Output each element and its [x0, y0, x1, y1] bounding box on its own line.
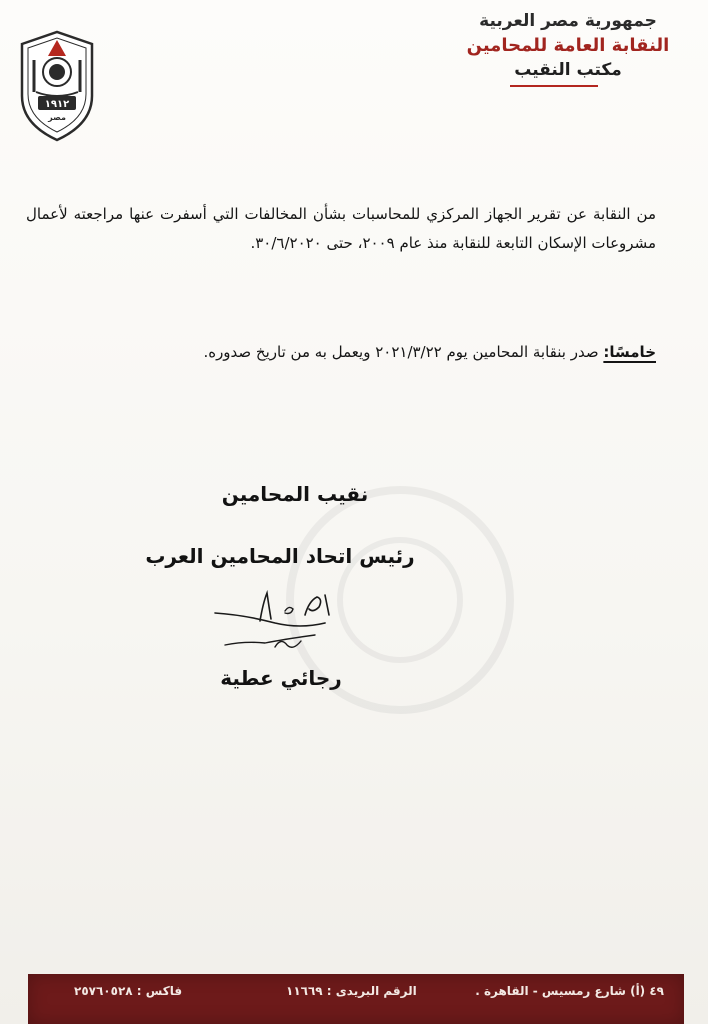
logo-year: ١٩١٢: [44, 99, 70, 110]
footer-fax: فاكس : ٢٥٧٦٠٥٢٨: [74, 984, 183, 998]
org-name: النقابة العامة للمحامين: [466, 35, 670, 57]
letter-body: [26, 200, 656, 258]
organization-header: [438, 10, 698, 87]
clause-fifth: [26, 338, 656, 367]
clause-fifth-text: صدر بنقابة المحامين يوم ٢٠٢١/٣/٢٢ ويعمل به من تاريخ صدوره.: [203, 343, 599, 361]
signatory-second-title: رئيس اتحاد المحامين العرب: [145, 544, 415, 568]
office-underline: [510, 85, 598, 87]
signatory-title: نقيب المحامين: [221, 482, 369, 506]
signatory-name: رجائي عطية: [220, 666, 342, 690]
clause-fifth-label: خامسًا:: [603, 343, 656, 361]
org-office: مكتب النقيب: [514, 60, 622, 81]
bar-association-logo: [14, 26, 100, 144]
letterhead-footer: [28, 974, 684, 1024]
logo-city: مصر: [48, 113, 66, 122]
footer-postal-code: الرقم البريدى : ١١٦٦٩: [286, 984, 417, 998]
footer-address: ٤٩ (أ) شارع رمسيس - القاهرة .: [475, 984, 664, 998]
body-paragraph: من النقابة عن تقرير الجهاز المركزي للمحاسبات بشأن المخالفات التي أسفرت عنها مراجعته لأعمال مشروعات الإسكان التابعة للنقابة منذ عام ٢٠٠٩، حتى ٣٠/٦/٢٠٢٠.: [26, 205, 656, 252]
org-country: جمهورية مصر العربية: [479, 11, 657, 31]
handwritten-signature: [205, 585, 355, 660]
